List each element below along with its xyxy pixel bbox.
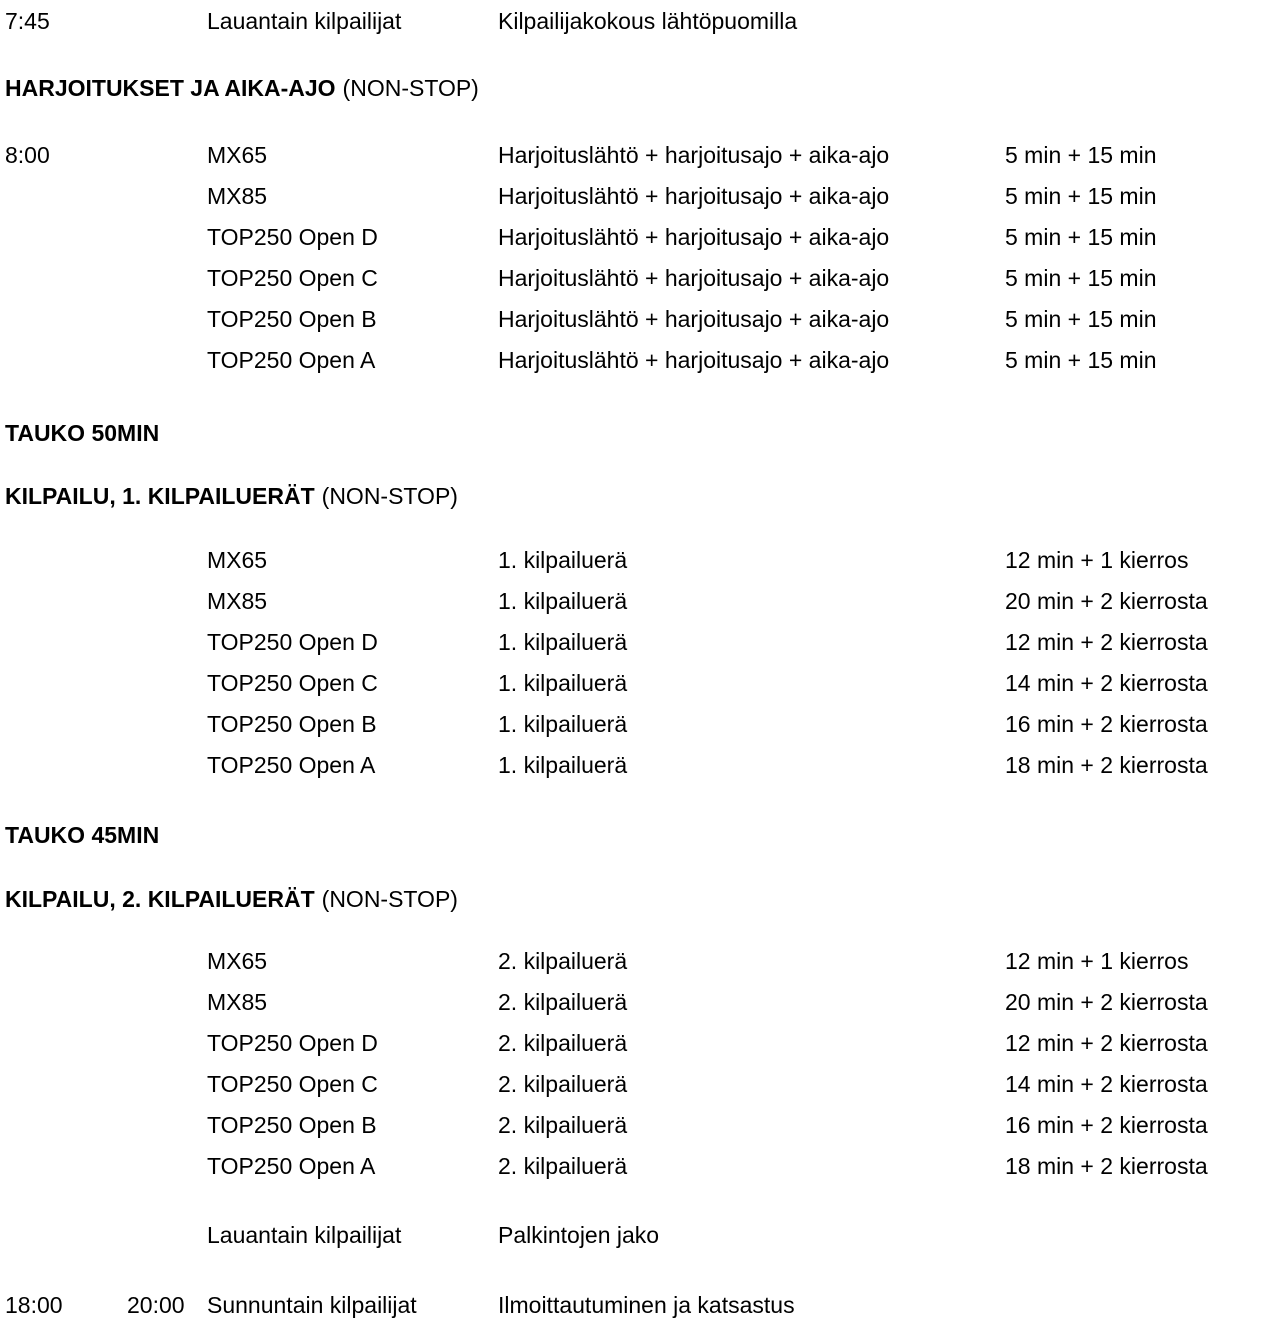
duration-cell: 14 min + 2 kierrosta (1005, 1071, 1208, 1097)
table-row (5, 135, 1272, 176)
table-row (5, 704, 1272, 745)
class-cell: TOP250 Open D (207, 1030, 378, 1056)
activity-cell: Ilmoittautuminen ja katsastus (498, 1292, 795, 1318)
table-row (5, 581, 1272, 622)
duration-cell: 12 min + 1 kierros (1005, 948, 1189, 974)
duration-cell: 12 min + 2 kierrosta (1005, 1030, 1208, 1056)
duration-cell: 5 min + 15 min (1005, 224, 1157, 250)
activity-cell: 2. kilpailuerä (498, 1153, 628, 1179)
class-cell: TOP250 Open A (207, 752, 376, 778)
activity-cell: 2. kilpailuerä (498, 948, 628, 974)
race1-table (5, 540, 1272, 786)
time-start-cell: 18:00 (5, 1292, 63, 1318)
table-row (5, 1023, 1272, 1064)
duration-cell: 20 min + 2 kierrosta (1005, 588, 1208, 614)
class-cell: MX85 (207, 183, 268, 209)
activity-cell: 1. kilpailuerä (498, 752, 628, 778)
table-row (5, 1146, 1272, 1187)
activity-cell: 1. kilpailuerä (498, 588, 628, 614)
class-cell: MX65 (207, 547, 268, 573)
time-end-cell (127, 1, 207, 42)
class-cell: TOP250 Open A (207, 347, 376, 373)
time-end-cell: 20:00 (127, 1292, 185, 1318)
schedule-row-registration (5, 1285, 1272, 1326)
activity-cell: 2. kilpailuerä (498, 989, 628, 1015)
activity-cell: 2. kilpailuerä (498, 1030, 628, 1056)
duration-cell: 12 min + 2 kierrosta (1005, 629, 1208, 655)
class-cell: TOP250 Open D (207, 629, 378, 655)
class-cell: TOP250 Open C (207, 265, 378, 291)
section-title: KILPAILU, 1. KILPAILUERÄT (5, 483, 315, 509)
table-row (5, 622, 1272, 663)
group-cell: Lauantain kilpailijat (207, 8, 402, 34)
activity-cell: Harjoituslähtö + harjoitusajo + aika-ajo (498, 306, 890, 332)
activity-cell: 1. kilpailuerä (498, 711, 628, 737)
activity-cell: 1. kilpailuerä (498, 547, 628, 573)
activity-cell: Palkintojen jako (498, 1222, 660, 1248)
table-row (5, 1064, 1272, 1105)
time-cell (5, 299, 127, 340)
section-heading-break2 (5, 815, 1272, 856)
section-suffix: (NON-STOP) (321, 886, 458, 912)
section-title: KILPAILU, 2. KILPAILUERÄT (5, 886, 315, 912)
duration-cell: 5 min + 15 min (1005, 306, 1157, 332)
class-cell: TOP250 Open A (207, 1153, 376, 1179)
duration-cell: 20 min + 2 kierrosta (1005, 989, 1208, 1015)
activity-cell: Harjoituslähtö + harjoitusajo + aika-ajo (498, 224, 890, 250)
group-cell: Lauantain kilpailijat (207, 1222, 402, 1248)
class-cell: TOP250 Open D (207, 224, 378, 250)
table-row (5, 540, 1272, 581)
section-heading-break1 (5, 413, 1272, 454)
activity-cell: 2. kilpailuerä (498, 1112, 628, 1138)
table-row (5, 258, 1272, 299)
duration-cell: 16 min + 2 kierrosta (1005, 1112, 1208, 1138)
time-cell (5, 176, 127, 217)
activity-cell: Harjoituslähtö + harjoitusajo + aika-ajo (498, 142, 890, 168)
practice-table (5, 135, 1272, 381)
activity-cell: Harjoituslähtö + harjoitusajo + aika-ajo (498, 183, 890, 209)
schedule-row-meeting (5, 1, 1272, 42)
class-cell: MX65 (207, 948, 268, 974)
class-cell: MX85 (207, 989, 268, 1015)
section-title: TAUKO 45MIN (5, 822, 160, 848)
section-suffix: (NON-STOP) (342, 75, 479, 101)
duration-cell: 14 min + 2 kierrosta (1005, 670, 1208, 696)
schedule-row-awards (5, 1215, 1272, 1256)
activity-cell: 1. kilpailuerä (498, 670, 628, 696)
time-cell: 7:45 (5, 8, 50, 34)
section-title: TAUKO 50MIN (5, 420, 160, 446)
duration-cell: 5 min + 15 min (1005, 183, 1157, 209)
section-heading-practice (5, 68, 1272, 109)
time-cell (5, 258, 127, 299)
class-cell: MX65 (207, 142, 268, 168)
time-cell (5, 340, 127, 381)
section-heading-race1 (5, 476, 1272, 517)
duration-cell: 12 min + 1 kierros (1005, 547, 1189, 573)
table-row (5, 299, 1272, 340)
duration-cell: 5 min + 15 min (1005, 142, 1157, 168)
duration-cell: 5 min + 15 min (1005, 265, 1157, 291)
table-row (5, 176, 1272, 217)
table-row (5, 340, 1272, 381)
class-cell: TOP250 Open B (207, 711, 377, 737)
section-suffix: (NON-STOP) (321, 483, 458, 509)
class-cell: TOP250 Open B (207, 1112, 377, 1138)
class-cell: TOP250 Open C (207, 1071, 378, 1097)
race2-table (5, 941, 1272, 1187)
table-row (5, 941, 1272, 982)
class-cell: TOP250 Open B (207, 306, 377, 332)
duration-cell: 18 min + 2 kierrosta (1005, 1153, 1208, 1179)
table-row (5, 663, 1272, 704)
duration-cell (1005, 1, 1272, 42)
duration-cell: 5 min + 15 min (1005, 347, 1157, 373)
table-row (5, 217, 1272, 258)
duration-cell: 18 min + 2 kierrosta (1005, 752, 1208, 778)
section-heading-race2 (5, 879, 1272, 920)
section-title: HARJOITUKSET JA AIKA-AJO (5, 75, 336, 101)
duration-cell: 16 min + 2 kierrosta (1005, 711, 1208, 737)
group-cell: Sunnuntain kilpailijat (207, 1292, 417, 1318)
activity-cell: Harjoituslähtö + harjoitusajo + aika-ajo (498, 265, 890, 291)
schedule-document (5, 1, 1272, 1326)
activity-cell: Kilpailijakokous lähtöpuomilla (498, 8, 798, 34)
table-row (5, 1105, 1272, 1146)
class-cell: TOP250 Open C (207, 670, 378, 696)
table-row (5, 982, 1272, 1023)
activity-cell: Harjoituslähtö + harjoitusajo + aika-ajo (498, 347, 890, 373)
activity-cell: 1. kilpailuerä (498, 629, 628, 655)
time-cell: 8:00 (5, 142, 50, 168)
activity-cell: 2. kilpailuerä (498, 1071, 628, 1097)
table-row (5, 745, 1272, 786)
class-cell: MX85 (207, 588, 268, 614)
time-cell (5, 217, 127, 258)
